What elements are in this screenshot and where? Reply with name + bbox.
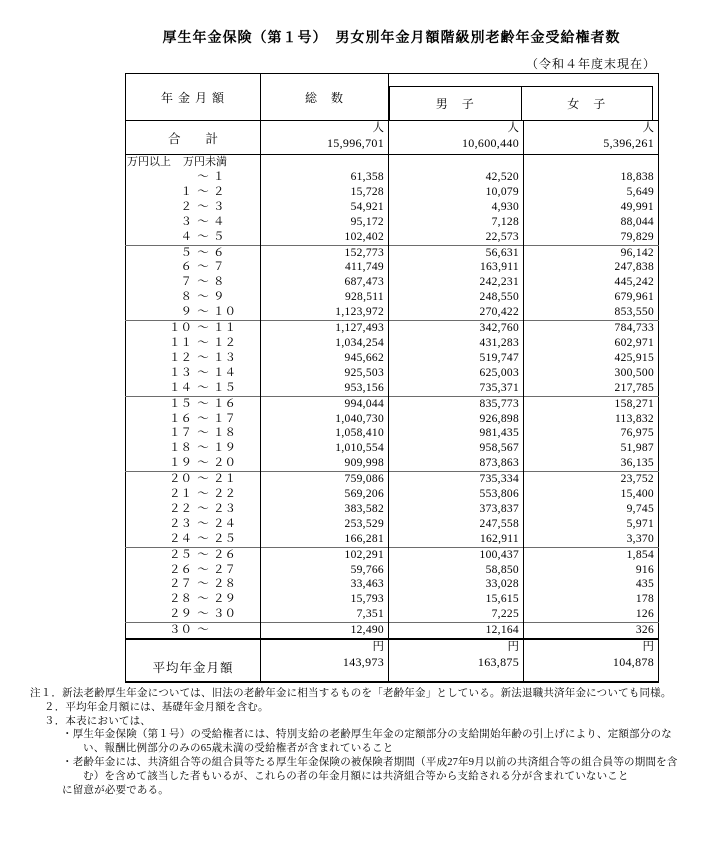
range-tilde: ～ [197, 624, 209, 637]
range-lower: １３ [169, 366, 192, 379]
col-header-total: 総 数 [261, 74, 389, 121]
unit-yen: 円 [372, 641, 384, 654]
range-cell [126, 245, 261, 260]
range-tilde: ～ [197, 502, 209, 515]
range-upper: ２３ [213, 502, 236, 515]
unit-people: 人 [642, 122, 654, 134]
range-tilde: ～ [197, 427, 209, 440]
male-cell: 248,550 [389, 290, 524, 305]
range-tilde: ～ [197, 381, 209, 394]
average-value: 163,875 [477, 655, 519, 670]
range-upper: １５ [213, 381, 236, 394]
range-upper: ２７ [213, 563, 236, 576]
range-cell [126, 441, 261, 456]
grand-total-male-cell [389, 121, 524, 155]
table-row [126, 351, 659, 366]
range-cell [126, 230, 261, 245]
date-note: （令和４年度末現在） [525, 57, 656, 71]
table-row [126, 607, 659, 622]
male-cell: 981,435 [389, 426, 524, 441]
male-cell: 42,520 [389, 170, 524, 185]
range-upper: ２０ [213, 457, 236, 470]
total-cell: 7,351 [261, 607, 389, 622]
male-cell: 56,631 [389, 245, 524, 260]
range-tilde: ～ [197, 488, 209, 501]
unit-people: 人 [372, 122, 384, 134]
table-row [126, 577, 659, 592]
range-tilde: ～ [197, 517, 209, 530]
range-cell [126, 170, 261, 185]
male-cell: 735,334 [389, 472, 524, 487]
col-header-female: 女 子 [567, 97, 607, 111]
range-cell [126, 290, 261, 305]
total-cell: 54,921 [261, 200, 389, 215]
range-cell [126, 577, 261, 592]
range-lower: １０ [169, 322, 192, 335]
female-cell: 853,550 [524, 305, 659, 320]
female-cell: 425,915 [524, 351, 659, 366]
female-cell: 76,975 [524, 426, 659, 441]
range-cell [126, 185, 261, 200]
grand-total-male-value: 10,600,440 [462, 136, 519, 150]
male-cell: 553,806 [389, 487, 524, 502]
range-upper: １９ [213, 442, 236, 455]
range-lower: ２９ [169, 608, 192, 621]
range-unit-header [126, 155, 261, 171]
range-lower: ６ [180, 261, 192, 274]
range-tilde: ～ [197, 366, 209, 379]
male-cell: 270,422 [389, 305, 524, 320]
average-female-cell [524, 639, 659, 682]
range-tilde: ～ [197, 442, 209, 455]
range-cell [126, 275, 261, 290]
range-upper: １８ [213, 427, 236, 440]
footnote-line: ・厚生年金保険（第１号）の受給権者には、特別支給の老齢厚生年金の定額部分の支給開始年齢の引上げにより、定額部分のない、報酬比例部分のみの65歳未満の受給権者が含まれていること [62, 729, 672, 755]
female-cell: 158,271 [524, 396, 659, 411]
header-row [126, 74, 659, 121]
table-row [126, 532, 659, 547]
range-lower: １７ [169, 427, 192, 440]
range-cell [126, 547, 261, 562]
range-cell [126, 321, 261, 336]
footnote-line: に留意が必要である。 [62, 784, 169, 796]
table-row [126, 275, 659, 290]
table-row [126, 563, 659, 578]
total-cell: 994,044 [261, 396, 389, 411]
total-cell: 687,473 [261, 275, 389, 290]
unit-people: 人 [507, 122, 519, 134]
range-cell [126, 623, 261, 639]
range-tilde: ～ [197, 171, 209, 183]
male-cell: 7,225 [389, 607, 524, 622]
female-cell: 9,745 [524, 502, 659, 517]
page-title: 厚生年金保険（第１号） 男女別年金月額階級別老齢年金受給権者数 [162, 31, 621, 46]
range-cell [126, 607, 261, 622]
female-cell: 784,733 [524, 321, 659, 336]
table-row [126, 215, 659, 230]
range-upper: ２６ [213, 548, 236, 561]
female-cell: 49,991 [524, 200, 659, 215]
range-lower: ２３ [169, 517, 192, 530]
range-tilde: ～ [197, 230, 209, 243]
unit-yen: 円 [642, 641, 654, 654]
range-tilde: ～ [197, 473, 209, 486]
grand-total-female-cell [524, 121, 659, 155]
range-tilde: ～ [197, 593, 209, 606]
range-tilde: ～ [197, 412, 209, 425]
range-lower: １１ [169, 336, 192, 349]
total-cell: 166,281 [261, 532, 389, 547]
grand-total-label: 合 計 [126, 121, 261, 155]
range-upper: １２ [213, 336, 236, 349]
total-cell: 61,358 [261, 170, 389, 185]
average-row [126, 639, 659, 682]
total-cell: 95,172 [261, 215, 389, 230]
range-tilde: ～ [197, 276, 209, 289]
total-cell: 102,291 [261, 547, 389, 562]
table-row [126, 487, 659, 502]
total-cell: 925,503 [261, 366, 389, 381]
range-cell [126, 200, 261, 215]
table-row [126, 230, 659, 245]
range-upper: ５ [213, 230, 225, 243]
col-header-gender-group [389, 74, 659, 121]
total-cell: 15,793 [261, 592, 389, 607]
range-cell [126, 517, 261, 532]
range-tilde: ～ [197, 532, 209, 545]
range-upper: ２１ [213, 473, 236, 486]
table-row [126, 456, 659, 471]
table-row [126, 170, 659, 185]
range-cell [126, 472, 261, 487]
male-cell: 15,615 [389, 592, 524, 607]
female-cell: 3,370 [524, 532, 659, 547]
range-lower: ５ [180, 246, 192, 259]
female-cell: 79,829 [524, 230, 659, 245]
female-cell: 88,044 [524, 215, 659, 230]
range-upper: １４ [213, 366, 236, 379]
range-tilde: ～ [197, 291, 209, 304]
male-cell: 22,573 [389, 230, 524, 245]
table-row [126, 517, 659, 532]
range-lower: ２０ [169, 473, 192, 486]
average-male-cell [389, 639, 524, 682]
male-cell: 12,164 [389, 623, 524, 639]
range-lower: １９ [169, 457, 192, 470]
range-lower: ２７ [169, 578, 192, 591]
male-cell: 162,911 [389, 532, 524, 547]
male-cell: 735,371 [389, 381, 524, 396]
range-upper: ２２ [213, 488, 236, 501]
male-cell: 373,837 [389, 502, 524, 517]
range-lower: １８ [169, 442, 192, 455]
range-cell [126, 336, 261, 351]
total-cell: 383,582 [261, 502, 389, 517]
table-row [126, 321, 659, 336]
range-lower: ２１ [169, 488, 192, 501]
range-upper: ３ [213, 200, 225, 213]
footnote-line: 注１．新法老齢厚生年金については、旧法の老齢年金に相当するものを「老齢年金」としている。新法退職共済年金についても同様。 [30, 688, 672, 699]
table-row [126, 592, 659, 607]
range-lower: ２５ [169, 548, 192, 561]
total-cell: 253,529 [261, 517, 389, 532]
male-cell: 4,930 [389, 200, 524, 215]
female-cell: 679,961 [524, 290, 659, 305]
average-value: 143,973 [342, 655, 384, 670]
range-cell [126, 563, 261, 578]
female-cell: 23,752 [524, 472, 659, 487]
range-lower: ２２ [169, 502, 192, 515]
female-cell: 326 [524, 623, 659, 639]
female-cell: 435 [524, 577, 659, 592]
female-cell: 113,832 [524, 412, 659, 427]
female-cell: 217,785 [524, 381, 659, 396]
range-lower: １４ [169, 381, 192, 394]
range-cell [126, 351, 261, 366]
range-lower: ２４ [169, 532, 192, 545]
female-cell: 18,838 [524, 170, 659, 185]
range-cell [126, 381, 261, 396]
male-cell: 926,898 [389, 412, 524, 427]
table-row [126, 185, 659, 200]
range-cell [126, 487, 261, 502]
table-row [126, 412, 659, 427]
female-cell: 247,838 [524, 260, 659, 275]
table-row [126, 381, 659, 396]
grand-total-cell [261, 121, 389, 155]
range-tilde: ～ [197, 608, 209, 621]
range-tilde: ～ [197, 578, 209, 591]
range-upper: １６ [213, 397, 236, 410]
male-cell: 625,003 [389, 366, 524, 381]
range-upper: １ [213, 171, 225, 183]
range-tilde: ～ [197, 457, 209, 470]
range-cell [126, 426, 261, 441]
range-cell [126, 502, 261, 517]
grand-total-value: 15,996,701 [327, 136, 384, 150]
table-row [126, 336, 659, 351]
table-row [126, 396, 659, 411]
range-upper: ６ [213, 246, 225, 259]
female-cell: 126 [524, 607, 659, 622]
range-cell [126, 366, 261, 381]
female-cell: 178 [524, 592, 659, 607]
range-tilde: ～ [197, 261, 209, 274]
range-upper: ２９ [213, 593, 236, 606]
male-cell: 519,747 [389, 351, 524, 366]
total-cell: 12,490 [261, 623, 389, 639]
range-tilde: ～ [197, 185, 209, 198]
range-lower: ２ [180, 200, 192, 213]
male-cell: 242,231 [389, 275, 524, 290]
range-unit-upper: 万円未満 [183, 156, 227, 168]
male-cell: 10,079 [389, 185, 524, 200]
table-row [126, 502, 659, 517]
male-cell: 342,760 [389, 321, 524, 336]
male-cell: 431,283 [389, 336, 524, 351]
female-cell: 36,135 [524, 456, 659, 471]
range-lower: ７ [180, 276, 192, 289]
range-tilde: ～ [197, 215, 209, 228]
footnote-line: ３．本表においては、 [44, 715, 151, 727]
range-upper: ２８ [213, 578, 236, 591]
male-cell: 58,850 [389, 563, 524, 578]
male-cell: 873,863 [389, 456, 524, 471]
total-cell: 1,058,410 [261, 426, 389, 441]
total-cell: 15,728 [261, 185, 389, 200]
average-label: 平均年金月額 [126, 639, 261, 682]
female-cell: 602,971 [524, 336, 659, 351]
col-header-male: 男 子 [390, 87, 522, 120]
total-cell: 102,402 [261, 230, 389, 245]
average-total-cell [261, 639, 389, 682]
total-cell: 1,010,554 [261, 441, 389, 456]
female-cell: 96,142 [524, 245, 659, 260]
grand-total-female-value: 5,396,261 [603, 136, 654, 150]
male-cell: 958,567 [389, 441, 524, 456]
female-cell: 1,854 [524, 547, 659, 562]
range-cell [126, 456, 261, 471]
table-row [126, 623, 659, 639]
range-lower: ９ [180, 306, 192, 319]
range-upper: ２５ [213, 532, 236, 545]
total-cell: 1,040,730 [261, 412, 389, 427]
range-upper: １７ [213, 412, 236, 425]
male-cell: 247,558 [389, 517, 524, 532]
gender-header-box [389, 86, 653, 120]
total-cell: 759,086 [261, 472, 389, 487]
footnotes [30, 687, 686, 797]
footnote-line: ・老齢年金には、共済組合等の組合員等たる厚生年金保険の被保険者期間（平成27年9月以前の共済組合等の組合員等の期間を含む）を含めて該当した者もいるが、これらの者の年金月額には共済組合等から支給される分が含まれていないこと [62, 756, 678, 782]
average-value: 104,878 [612, 655, 654, 670]
total-cell: 1,034,254 [261, 336, 389, 351]
female-cell: 445,242 [524, 275, 659, 290]
range-tilde: ～ [197, 322, 209, 335]
range-lower: ８ [180, 291, 192, 304]
range-cell [126, 305, 261, 320]
female-cell: 5,649 [524, 185, 659, 200]
total-cell: 152,773 [261, 245, 389, 260]
range-upper: ７ [213, 261, 225, 274]
range-upper: １１ [213, 322, 236, 335]
range-unit-lower: 万円以上 [127, 156, 171, 168]
range-lower: ２６ [169, 563, 192, 576]
range-tilde: ～ [197, 306, 209, 319]
range-upper: ２４ [213, 517, 236, 530]
range-tilde: ～ [197, 397, 209, 410]
range-lower: １６ [169, 412, 192, 425]
table-row [126, 200, 659, 215]
total-cell: 909,998 [261, 456, 389, 471]
female-cell: 5,971 [524, 517, 659, 532]
total-cell: 569,206 [261, 487, 389, 502]
male-cell: 835,773 [389, 396, 524, 411]
range-lower: ２８ [169, 593, 192, 606]
range-lower: １５ [169, 397, 192, 410]
range-upper: ４ [213, 215, 225, 228]
male-cell: 163,911 [389, 260, 524, 275]
male-cell: 33,028 [389, 577, 524, 592]
col-header-pension-amount: 年 金 月 額 [126, 74, 261, 121]
range-lower: ３０ [169, 624, 192, 637]
total-cell: 33,463 [261, 577, 389, 592]
table-row [126, 305, 659, 320]
total-cell: 928,511 [261, 290, 389, 305]
pension-table [125, 73, 659, 683]
table-row [126, 260, 659, 275]
range-tilde: ～ [197, 563, 209, 576]
footnote-line: ２．平均年金月額には、基礎年金月額を含む。 [44, 701, 269, 713]
range-lower: ４ [180, 230, 192, 243]
female-cell: 916 [524, 563, 659, 578]
range-tilde: ～ [197, 200, 209, 213]
total-cell: 1,127,493 [261, 321, 389, 336]
unit-yen: 円 [507, 641, 519, 654]
total-cell: 953,156 [261, 381, 389, 396]
range-lower: １２ [169, 351, 192, 364]
range-upper: ３０ [213, 608, 236, 621]
range-cell [126, 215, 261, 230]
total-cell: 411,749 [261, 260, 389, 275]
female-cell: 15,400 [524, 487, 659, 502]
table-row [126, 441, 659, 456]
female-cell: 300,500 [524, 366, 659, 381]
range-upper: ９ [213, 291, 225, 304]
range-cell [126, 412, 261, 427]
male-cell: 100,437 [389, 547, 524, 562]
total-cell: 1,123,972 [261, 305, 389, 320]
total-cell: 59,766 [261, 563, 389, 578]
range-upper: ８ [213, 276, 225, 289]
range-cell [126, 396, 261, 411]
male-cell: 7,128 [389, 215, 524, 230]
table-row [126, 547, 659, 562]
range-lower: １ [180, 185, 192, 198]
range-cell [126, 592, 261, 607]
range-lower: ３ [180, 215, 192, 228]
female-cell: 51,987 [524, 441, 659, 456]
range-unit-header-row [126, 155, 659, 171]
grand-total-row [126, 121, 659, 155]
range-cell [126, 260, 261, 275]
range-tilde: ～ [197, 336, 209, 349]
table-row [126, 426, 659, 441]
total-cell: 945,662 [261, 351, 389, 366]
table-row [126, 366, 659, 381]
range-cell [126, 532, 261, 547]
table-row [126, 472, 659, 487]
range-upper: ２ [213, 185, 225, 198]
table-row [126, 290, 659, 305]
range-upper: １０ [213, 306, 236, 319]
table-row [126, 245, 659, 260]
range-upper: １３ [213, 351, 236, 364]
range-tilde: ～ [197, 246, 209, 259]
range-tilde: ～ [197, 351, 209, 364]
range-tilde: ～ [197, 548, 209, 561]
